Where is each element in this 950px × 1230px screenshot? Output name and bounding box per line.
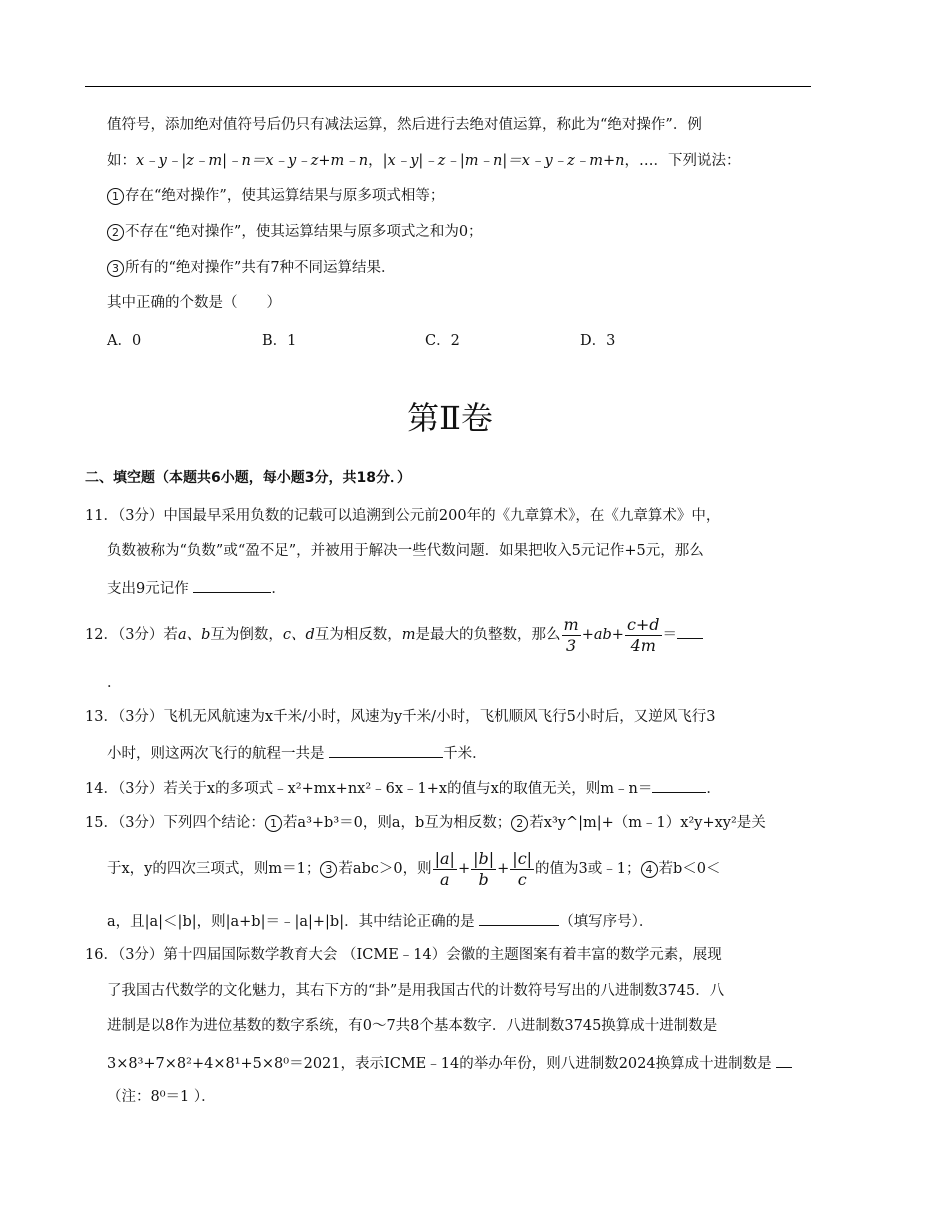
q14-answer-blank[interactable] [652, 777, 706, 793]
q10-option-c[interactable]: C．2 [425, 333, 460, 349]
q12-tail: ． [107, 675, 122, 691]
circled-number-4: 4 [641, 861, 658, 878]
q10-line1: 值符号，添加绝对值符号后仍只有减法运算，然后进行去绝对值运算，称此为“绝对操作”．例 [107, 117, 702, 133]
header-rule [85, 86, 811, 87]
q10-example2: |x﹣y|﹣z﹣|m﹣n|＝x﹣y﹣z﹣m+n [382, 153, 625, 169]
q13-line2: 小时，则这两次飞行的航程一共是 千米． [107, 742, 487, 764]
q15-fraction-c: $\frac{|c|}{c}$ [512, 848, 533, 889]
q10-line2: 如：x﹣y﹣|z﹣m|﹣n＝x﹣y﹣z+m﹣n，|x﹣y|﹣z﹣|m﹣n|＝x﹣y﹣z﹣m+n，…．下列说法： [107, 153, 741, 169]
q12-line: 12．（3分）若a、b互为倒数，c、d互为相反数，m是最大的负整数，那么 $\frac{m}{3}$ +ab+ $\frac{c+d}{4m}$ ＝ [85, 614, 703, 656]
q10-option-b[interactable]: B．1 [262, 333, 297, 349]
circled-number-1: 1 [107, 188, 124, 205]
q15-line1: 15．（3分）下列四个结论： 1 若a³+b³＝0，则a，b互为相反数； 2 若x³y^|m|+（m﹣1）x²y+xy²是关 [85, 815, 766, 831]
q14-line: 14．（3分）若关于x的多项式﹣x²+mx+nx²﹣6x﹣1+x的值与x的取值无关，则m﹣n＝ ． [85, 777, 721, 799]
q15-line3: a，且|a|＜|b|，则|a+b|＝﹣|a|+|b|．其中结论正确的是 （填写序号）． [107, 910, 653, 932]
q11-line1: 11．（3分）中国最早采用负数的记载可以追溯到公元前200年的《九章算术》，在《九章算术》中， [85, 508, 721, 524]
q10-statement-2: 2 不存在“绝对操作”，使其运算结果与原多项式之和为0； [107, 222, 483, 242]
q11-line3: 支出9元记作 ． [107, 577, 286, 599]
q16-line3: 进制是以8作为进位基数的数字系统，有0～7共8个基本数字．八进制数3745换算成十进制数是 [107, 1018, 718, 1034]
q11-answer-blank[interactable] [193, 577, 271, 593]
q16-line2: 了我国古代数学的文化魅力，其右下方的“卦”是用我国古代的计数符号写出的八进制数3745．八 [107, 983, 725, 999]
circled-number-3: 3 [320, 861, 337, 878]
q15-fraction-b: $\frac{|b|}{b}$ [473, 848, 495, 889]
q16-line1: 16．（3分）第十四届国际数学教育大会 （ICME﹣14）会徽的主题图案有着丰富的数学元素，展现 [85, 947, 722, 963]
q10-option-a[interactable]: A．0 [107, 333, 142, 349]
q16-answer-blank[interactable] [776, 1052, 792, 1068]
circled-number-3: 3 [107, 260, 124, 277]
circled-number-2: 2 [107, 224, 124, 241]
q13-line1: 13．（3分）飞机无风航速为x千米/小时，风速为y千米/小时，飞机顺风飞行5小时后，又逆风飞行3 [85, 709, 716, 725]
q10-statement-1: 1 存在“绝对操作”，使其运算结果与原多项式相等； [107, 186, 444, 206]
q12-fraction-cd-over-4m: $\frac{c+d}{4m}$ [626, 614, 660, 655]
circled-number-2: 2 [511, 815, 528, 832]
q10-option-d[interactable]: D．3 [580, 333, 616, 349]
q16-line4: 3×8³+7×8²+4×8¹+5×8⁰＝2021，表示ICME﹣14的举办年份，则八进制数2024换算成十进制数是 [107, 1052, 792, 1074]
q16-line5: （注：8⁰＝1 ）． [107, 1089, 216, 1105]
q10-statement-3: 3 所有的“绝对操作”共有7种不同运算结果． [107, 258, 396, 278]
q12-answer-blank[interactable] [677, 623, 703, 639]
q10-ask: 其中正确的个数是（ ） [107, 295, 281, 311]
q11-line2: 负数被称为“负数”或“盈不足”，并被用于解决一些代数问题．如果把收入5元记作+5元，那么 [107, 543, 704, 559]
q15-line2: 于x，y的四次三项式，则m＝1； 3 若abc＞0，则 $\frac{|a|}{a}$ + $\frac{|b|}{b}$ + $\frac{|c|}{c}$ 的值为3或﹣1； 4 若b＜0＜ [107, 848, 721, 889]
q12-fraction-m-over-3: $\frac{m}{3}$ [563, 614, 579, 655]
q15-fraction-a: $\frac{|a|}{a}$ [434, 848, 455, 889]
section-heading: 二、填空题（本题共6小题，每小题3分，共18分．） [85, 470, 411, 486]
q15-answer-blank[interactable] [479, 910, 559, 926]
q13-answer-blank[interactable] [329, 742, 443, 758]
circled-number-1: 1 [265, 815, 282, 832]
section-title: 第Ⅱ卷 [407, 399, 493, 437]
q10-example1: x﹣y﹣|z﹣m|﹣n＝x﹣y﹣z+m﹣n [136, 153, 369, 169]
